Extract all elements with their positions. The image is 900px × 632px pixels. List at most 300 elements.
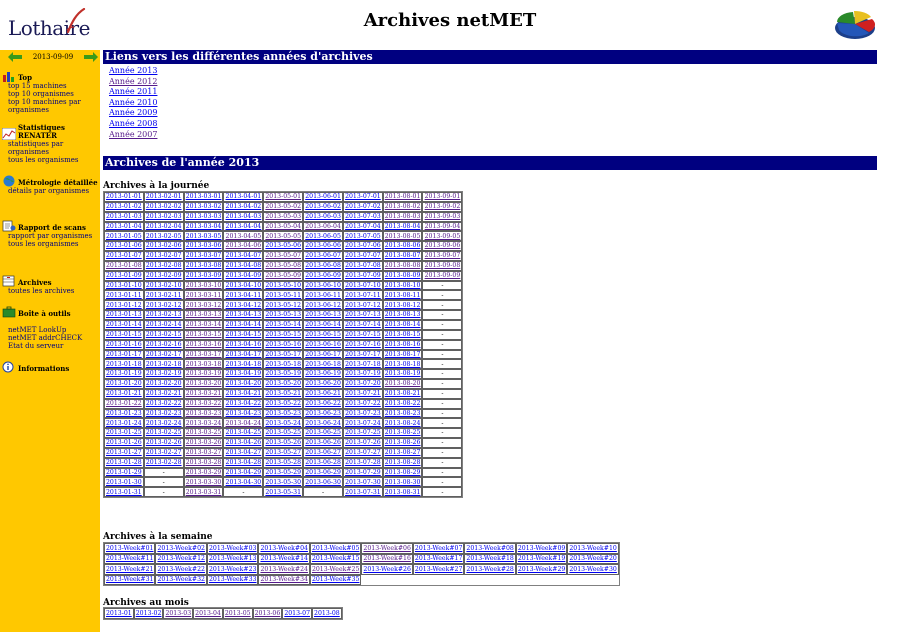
archive-link[interactable]: 2013-08-16 <box>384 340 421 348</box>
archive-link[interactable]: 2013-03-08 <box>185 262 222 270</box>
archive-link[interactable]: 2013-Week#30 <box>569 565 617 573</box>
archive-link[interactable]: 2013-06-21 <box>305 390 341 398</box>
archive-link[interactable]: 2013-04-14 <box>225 321 262 329</box>
archive-link[interactable]: 2013-05-23 <box>265 409 302 417</box>
archive-link[interactable]: 2013-01-09 <box>106 271 142 279</box>
archive-link[interactable]: 2013-09-02 <box>424 203 461 211</box>
archive-link[interactable]: 2013-03-29 <box>185 468 222 476</box>
archive-link[interactable]: 2013-06-12 <box>305 301 341 309</box>
archive-link[interactable]: 2013-03-17 <box>185 350 222 358</box>
archive-link[interactable]: 2013-Week#13 <box>208 555 257 563</box>
sidebar-link-tous-les-organismes[interactable]: tous les organismes <box>8 156 79 164</box>
archive-link[interactable]: 2013-02-11 <box>145 291 182 299</box>
archive-link[interactable]: 2013-04-27 <box>225 449 262 457</box>
year-link[interactable]: Année 2011 <box>109 87 158 97</box>
archive-link[interactable]: 2013-08-11 <box>384 291 421 299</box>
archive-link[interactable]: 2013-Week#05 <box>311 544 360 552</box>
archive-link[interactable]: 2013-07-02 <box>345 203 381 211</box>
archive-link[interactable]: 2013-08-01 <box>384 193 421 201</box>
archive-link[interactable]: 2013-06-06 <box>305 242 341 250</box>
archive-link[interactable]: 2013-02-05 <box>145 232 182 240</box>
archive-link[interactable]: 2013-06-05 <box>305 232 341 240</box>
archive-link[interactable]: 2013-05-20 <box>265 380 302 388</box>
sidebar-link-etat-du-serveur[interactable]: Etat du serveur <box>8 342 64 350</box>
archive-link[interactable]: 2013-Week#33 <box>208 576 257 584</box>
archive-link[interactable]: 2013-05-26 <box>265 439 302 447</box>
archive-link[interactable]: 2013-01-18 <box>106 360 142 368</box>
archive-link[interactable]: 2013-05-22 <box>265 399 302 407</box>
archive-link[interactable]: 2013-01-02 <box>106 203 142 211</box>
archive-link[interactable]: 2013-06-22 <box>305 399 341 407</box>
archive-link[interactable]: 2013-08-08 <box>384 262 421 270</box>
archive-link[interactable]: 2013-02-02 <box>145 203 182 211</box>
archive-link[interactable]: 2013-02-06 <box>145 242 182 250</box>
archive-link[interactable]: 2013-04-25 <box>225 429 262 437</box>
archive-link[interactable]: 2013-03-21 <box>185 390 222 398</box>
archive-link[interactable]: 2013-07-30 <box>345 478 381 486</box>
archive-link[interactable]: 2013-08-29 <box>384 468 421 476</box>
archive-link[interactable]: 2013-02-22 <box>145 399 182 407</box>
archive-link[interactable]: 2013-09-01 <box>424 193 461 201</box>
sidebar-link-top-10-organismes[interactable]: top 10 organismes <box>8 90 74 98</box>
archive-link[interactable]: 2013-08-04 <box>384 222 421 230</box>
archive-link[interactable]: 2013-06-15 <box>305 331 341 339</box>
archive-link[interactable]: 2013-Week#15 <box>311 555 360 563</box>
archive-link[interactable]: 2013-08-03 <box>384 212 421 220</box>
archive-link[interactable]: 2013-05-29 <box>265 468 302 476</box>
archive-link[interactable]: 2013-07-20 <box>345 380 381 388</box>
archive-link[interactable]: 2013-03-12 <box>185 301 222 309</box>
archive-link[interactable]: 2013-08 <box>314 609 340 617</box>
archive-link[interactable]: 2013-08-05 <box>384 232 421 240</box>
year-link[interactable]: Année 2010 <box>109 97 158 107</box>
archive-link[interactable]: 2013-05-14 <box>265 321 302 329</box>
archive-link[interactable]: 2013-Week#35 <box>311 576 360 584</box>
archive-link[interactable]: 2013-01-15 <box>106 331 142 339</box>
archive-link[interactable]: 2013-Week#20 <box>569 555 617 563</box>
year-link[interactable]: Année 2007 <box>109 129 158 139</box>
archive-link[interactable]: 2013-02-24 <box>145 419 182 427</box>
archive-link[interactable]: 2013-09-09 <box>424 271 461 279</box>
archive-link[interactable]: 2013-06-28 <box>305 459 341 466</box>
archive-link[interactable]: 2013-06-14 <box>305 321 341 329</box>
archive-link[interactable]: 2013-07-03 <box>345 212 381 220</box>
archive-link[interactable]: 2013-Week#11 <box>106 555 154 563</box>
archive-link[interactable]: 2013-07-10 <box>345 281 381 289</box>
archive-link[interactable]: 2013-07-26 <box>345 439 381 447</box>
archive-link[interactable]: 2013-04-05 <box>225 232 262 240</box>
archive-link[interactable]: 2013-01-20 <box>106 380 142 388</box>
archive-link[interactable]: 2013-04-12 <box>225 301 262 309</box>
archive-link[interactable]: 2013-01-27 <box>106 449 142 457</box>
archive-link[interactable]: 2013-08-20 <box>384 380 421 388</box>
archive-link[interactable]: 2013-02-09 <box>145 271 182 279</box>
archive-link[interactable]: 2013-04-23 <box>225 409 262 417</box>
archive-link[interactable]: 2013-03-30 <box>185 478 222 486</box>
archive-link[interactable]: 2013-06-11 <box>305 291 341 299</box>
sidebar-link-statistiques-par-organismes[interactable]: statistiques par organismes <box>8 140 64 156</box>
archive-link[interactable]: 2013-02-21 <box>145 390 182 398</box>
archive-link[interactable]: 2013-07-23 <box>345 409 381 417</box>
archive-link[interactable]: 2013-04-01 <box>225 193 262 201</box>
archive-link[interactable]: 2013-06-19 <box>305 370 341 378</box>
archive-link[interactable]: 2013-06-10 <box>305 281 341 289</box>
archive-link[interactable]: 2013-03-11 <box>185 291 222 299</box>
year-link[interactable]: Année 2013 <box>109 66 158 75</box>
archive-link[interactable]: 2013-06-01 <box>305 193 341 201</box>
archive-link[interactable]: 2013-05-13 <box>265 311 302 319</box>
archive-link[interactable]: 2013-08-23 <box>384 409 421 417</box>
archive-link[interactable]: 2013-03-23 <box>185 409 222 417</box>
archive-link[interactable]: 2013-07-29 <box>345 468 381 476</box>
archive-link[interactable]: 2013-03-13 <box>185 311 222 319</box>
archive-link[interactable]: 2013-01-07 <box>106 252 142 260</box>
archive-link[interactable]: 2013-05-10 <box>265 281 302 289</box>
archive-link[interactable]: 2013-03-01 <box>185 193 222 201</box>
archive-link[interactable]: 2013-05-17 <box>265 350 302 358</box>
archive-link[interactable]: 2013-07-21 <box>345 390 381 398</box>
archive-link[interactable]: 2013-07-08 <box>345 262 381 270</box>
archive-link[interactable]: 2013-07-22 <box>345 399 381 407</box>
archive-link[interactable]: 2013-07-27 <box>345 449 381 457</box>
archive-link[interactable]: 2013-04-17 <box>225 350 262 358</box>
archive-link[interactable]: 2013-01-28 <box>106 459 142 466</box>
archive-link[interactable]: 2013-02-03 <box>145 212 182 220</box>
archive-link[interactable]: 2013-05-05 <box>265 232 302 240</box>
sidebar-section-informations[interactable] <box>2 361 98 373</box>
archive-link[interactable]: 2013-01-10 <box>106 281 142 289</box>
archive-link[interactable]: 2013-02-10 <box>145 281 182 289</box>
archive-link[interactable]: 2013-04-26 <box>225 439 262 447</box>
year-link[interactable]: Année 2009 <box>109 108 158 118</box>
archive-link[interactable]: 2013-Week#19 <box>517 555 566 563</box>
archive-link[interactable]: 2013-05-15 <box>265 331 302 339</box>
archive-link[interactable]: 2013-07-04 <box>345 222 381 230</box>
archive-link[interactable]: 2013-08-21 <box>384 390 421 398</box>
archive-link[interactable]: 2013-02-01 <box>145 193 182 201</box>
archive-link[interactable]: 2013-03-26 <box>185 439 222 447</box>
archive-link[interactable]: 2013-08-15 <box>384 331 421 339</box>
archive-link[interactable]: 2013-07-12 <box>345 301 381 309</box>
archive-link[interactable]: 2013-05-04 <box>265 222 302 230</box>
archive-link[interactable]: 2013-07-01 <box>345 193 381 201</box>
archive-link[interactable]: 2013-06-29 <box>305 468 341 476</box>
archive-link[interactable]: 2013-06-02 <box>305 203 341 211</box>
archive-link[interactable]: 2013-02-17 <box>145 350 182 358</box>
archive-link[interactable]: 2013-02-14 <box>145 321 182 329</box>
archive-link[interactable]: 2013-06-07 <box>305 252 341 260</box>
archive-link[interactable]: 2013-06-26 <box>305 439 341 447</box>
archive-link[interactable]: 2013-01-03 <box>106 212 142 220</box>
archive-link[interactable]: 2013-Week#23 <box>208 565 257 573</box>
archive-link[interactable]: 2013-Week#01 <box>106 544 154 552</box>
archive-link[interactable]: 2013-04-13 <box>225 311 262 319</box>
archive-link[interactable]: 2013-06-09 <box>305 271 341 279</box>
archive-link[interactable]: 2013-07-13 <box>345 311 381 319</box>
archive-link[interactable]: 2013-01-05 <box>106 232 142 240</box>
archive-link[interactable]: 2013-06-17 <box>305 350 341 358</box>
archive-link[interactable]: 2013-03-22 <box>185 399 222 407</box>
archive-link[interactable]: 2013-02-18 <box>145 360 182 368</box>
archive-link[interactable]: 2013-07-25 <box>345 429 381 437</box>
archive-link[interactable]: 2013-04-18 <box>225 360 262 368</box>
archive-link[interactable]: 2013-08-06 <box>384 242 421 250</box>
archive-link[interactable]: 2013-03-20 <box>185 380 222 388</box>
archive-link[interactable]: 2013-05-18 <box>265 360 302 368</box>
archive-link[interactable]: 2013-08-12 <box>384 301 421 309</box>
archive-link[interactable]: 2013-Week#27 <box>414 565 463 573</box>
archive-link[interactable]: 2013-02 <box>135 609 162 617</box>
archive-link[interactable]: 2013-03-16 <box>185 340 222 348</box>
archive-link[interactable]: 2013-Week#07 <box>414 544 463 552</box>
archive-link[interactable]: 2013-07-18 <box>345 360 381 368</box>
archive-link[interactable]: 2013-04-06 <box>225 242 262 250</box>
archive-link[interactable]: 2013-02-04 <box>145 222 182 230</box>
archive-link[interactable]: 2013-Week#10 <box>569 544 617 552</box>
archive-link[interactable]: 2013-08-18 <box>384 360 421 368</box>
archive-link[interactable]: 2013-05-31 <box>265 488 302 496</box>
archive-link[interactable]: 2013-06-13 <box>305 311 341 319</box>
archive-link[interactable]: 2013-06 <box>254 609 281 617</box>
archive-link[interactable]: 2013-06-25 <box>305 429 341 437</box>
archive-link[interactable]: 2013-Week#12 <box>157 555 205 563</box>
archive-link[interactable]: 2013-Week#24 <box>260 565 308 573</box>
archive-link[interactable]: 2013-07-05 <box>345 232 381 240</box>
archive-link[interactable]: 2013-06-27 <box>305 449 341 457</box>
archive-link[interactable]: 2013-01-22 <box>106 399 142 407</box>
archive-link[interactable]: 2013-07-15 <box>345 331 381 339</box>
archive-link[interactable]: 2013-06-23 <box>305 409 341 417</box>
archive-link[interactable]: 2013-02-07 <box>145 252 182 260</box>
archive-link[interactable]: 2013-Week#34 <box>260 576 308 584</box>
archive-link[interactable]: 2013-07-09 <box>345 271 381 279</box>
archive-link[interactable]: 2013-04-11 <box>225 291 262 299</box>
archive-link[interactable]: 2013-06-18 <box>305 360 341 368</box>
archive-link[interactable]: 2013-Week#04 <box>260 544 308 552</box>
archive-link[interactable]: 2013-02-20 <box>145 380 182 388</box>
archive-link[interactable]: 2013-07-07 <box>345 252 381 260</box>
archive-link[interactable]: 2013-04-07 <box>225 252 262 260</box>
archive-link[interactable]: 2013-03-24 <box>185 419 222 427</box>
archive-link[interactable]: 2013-04-22 <box>225 399 262 407</box>
archive-link[interactable]: 2013-06-03 <box>305 212 341 220</box>
archive-link[interactable]: 2013-09-05 <box>424 232 461 240</box>
archive-link[interactable]: 2013-02-25 <box>145 429 182 437</box>
archive-link[interactable]: 2013-08-07 <box>384 252 421 260</box>
previous-day-arrow-icon[interactable] <box>8 52 22 62</box>
archive-link[interactable]: 2013-04-21 <box>225 390 262 398</box>
archive-link[interactable]: 2013-07-14 <box>345 321 381 329</box>
archive-link[interactable]: 2013-01-01 <box>106 193 142 201</box>
archive-link[interactable]: 2013-02-16 <box>145 340 182 348</box>
archive-link[interactable]: 2013-08-09 <box>384 271 421 279</box>
archive-link[interactable]: 2013-Week#17 <box>414 555 463 563</box>
archive-link[interactable]: 2013-03-25 <box>185 429 222 437</box>
archive-link[interactable]: 2013-05-30 <box>265 478 302 486</box>
archive-link[interactable]: 2013-03-31 <box>185 488 222 496</box>
archive-link[interactable]: 2013-01-12 <box>106 301 142 309</box>
archive-link[interactable]: 2013-04-10 <box>225 281 262 289</box>
archive-link[interactable]: 2013-03-07 <box>185 252 222 260</box>
sidebar-link-toutes-les-archives[interactable]: toutes les archives <box>8 287 75 295</box>
archive-link[interactable]: 2013-05-02 <box>265 203 302 211</box>
sidebar-link-tous-les-organismes-scans[interactable]: tous les organismes <box>8 240 79 248</box>
archive-link[interactable]: 2013-09-07 <box>424 252 461 260</box>
archive-link[interactable]: 2013-05-19 <box>265 370 302 378</box>
archive-link[interactable]: 2013-07-06 <box>345 242 381 250</box>
archive-link[interactable]: 2013-05-16 <box>265 340 302 348</box>
archive-link[interactable]: 2013-01-14 <box>106 321 142 329</box>
archive-link[interactable]: 2013-05-07 <box>265 252 302 260</box>
archive-link[interactable]: 2013-01-26 <box>106 439 142 447</box>
archive-link[interactable]: 2013-09-04 <box>424 222 461 230</box>
archive-link[interactable]: 2013-04-08 <box>225 262 262 270</box>
archive-link[interactable]: 2013-06-24 <box>305 419 341 427</box>
sidebar-link-netmet-lookup[interactable]: netMET LookUp <box>8 326 67 334</box>
archive-link[interactable]: 2013-05-21 <box>265 390 302 398</box>
archive-link[interactable]: 2013-08-14 <box>384 321 421 329</box>
archive-link[interactable]: 2013-01-24 <box>106 419 142 427</box>
archive-link[interactable]: 2013-Week#08 <box>466 544 514 552</box>
archive-link[interactable]: 2013-04-24 <box>225 419 262 427</box>
archive-link[interactable]: 2013-03-19 <box>185 370 222 378</box>
archive-link[interactable]: 2013-02-19 <box>145 370 182 378</box>
archive-link[interactable]: 2013-06-16 <box>305 340 341 348</box>
archive-link[interactable]: 2013-Week#14 <box>260 555 308 563</box>
archive-link[interactable]: 2013-04-28 <box>225 459 262 466</box>
archive-link[interactable]: 2013-02-27 <box>145 449 182 457</box>
archive-link[interactable]: 2013-03-09 <box>185 271 222 279</box>
archive-link[interactable]: 2013-07-31 <box>345 488 381 496</box>
archive-link[interactable]: 2013-05 <box>224 609 251 617</box>
archive-link[interactable]: 2013-08-30 <box>384 478 421 486</box>
sidebar-link-details-par-organismes[interactable]: détails par organismes <box>8 187 90 195</box>
archive-link[interactable]: 2013-04-15 <box>225 331 262 339</box>
archive-link[interactable]: 2013-03-05 <box>185 232 222 240</box>
archive-link[interactable]: 2013-08-27 <box>384 449 421 457</box>
archive-link[interactable]: 2013-07 <box>284 609 311 617</box>
archive-link[interactable]: 2013-01-13 <box>106 311 142 319</box>
archive-link[interactable]: 2013-Week#03 <box>208 544 257 552</box>
archive-link[interactable]: 2013-07-16 <box>345 340 381 348</box>
archive-link[interactable]: 2013-Week#09 <box>517 544 566 552</box>
archive-link[interactable]: 2013-Week#26 <box>363 565 411 573</box>
archive-link[interactable]: 2013-08-25 <box>384 429 421 437</box>
sidebar-link-top-10-machines-par-organismes[interactable]: top 10 machines par organismes <box>8 98 81 114</box>
archive-link[interactable]: 2013-07-28 <box>345 459 381 466</box>
archive-link[interactable]: 2013-04-03 <box>225 212 262 220</box>
archive-link[interactable]: 2013-01-17 <box>106 350 142 358</box>
archive-link[interactable]: 2013-Week#02 <box>157 544 205 552</box>
archive-link[interactable]: 2013-02-13 <box>145 311 182 319</box>
archive-link[interactable]: 2013-Week#31 <box>106 576 154 584</box>
archive-link[interactable]: 2013-07-17 <box>345 350 381 358</box>
archive-link[interactable]: 2013-05-27 <box>265 449 302 457</box>
archive-link[interactable]: 2013-07-11 <box>345 291 381 299</box>
next-day-arrow-icon[interactable] <box>84 52 98 62</box>
archive-link[interactable]: 2013-08-24 <box>384 419 421 427</box>
archive-link[interactable]: 2013-01-21 <box>106 390 142 398</box>
archive-link[interactable]: 2013-04-02 <box>225 203 262 211</box>
archive-link[interactable]: 2013-03-06 <box>185 242 222 250</box>
archive-link[interactable]: 2013-03-10 <box>185 281 222 289</box>
sidebar-link-netmet-addrcheck[interactable]: netMET addrCHECK <box>8 334 83 342</box>
archive-link[interactable]: 2013-05-28 <box>265 459 302 466</box>
archive-link[interactable]: 2013-01 <box>106 609 132 617</box>
archive-link[interactable]: 2013-03-04 <box>185 222 222 230</box>
archive-link[interactable]: 2013-09-06 <box>424 242 461 250</box>
archive-link[interactable]: 2013-Week#28 <box>466 565 514 573</box>
archive-link[interactable]: 2013-04 <box>195 609 221 617</box>
archive-link[interactable]: 2013-04-30 <box>225 478 262 486</box>
year-link[interactable]: Année 2012 <box>109 76 158 86</box>
archive-link[interactable]: 2013-03 <box>165 609 192 617</box>
archive-link[interactable]: 2013-07-19 <box>345 370 381 378</box>
archive-link[interactable]: 2013-08-28 <box>384 459 421 466</box>
archive-link[interactable]: 2013-01-19 <box>106 370 142 378</box>
archive-link[interactable]: 2013-06-08 <box>305 262 341 270</box>
archive-link[interactable]: 2013-03-03 <box>185 212 222 220</box>
archive-link[interactable]: 2013-01-25 <box>106 429 142 437</box>
archive-link[interactable]: 2013-02-23 <box>145 409 182 417</box>
archive-link[interactable]: 2013-05-24 <box>265 419 302 427</box>
archive-link[interactable]: 2013-05-09 <box>265 271 302 279</box>
archive-link[interactable]: 2013-01-23 <box>106 409 142 417</box>
archive-link[interactable]: 2013-04-29 <box>225 468 262 476</box>
archive-link[interactable]: 2013-05-12 <box>265 301 302 309</box>
archive-link[interactable]: 2013-04-20 <box>225 380 262 388</box>
archive-link[interactable]: 2013-06-20 <box>305 380 341 388</box>
archive-link[interactable]: 2013-03-15 <box>185 331 222 339</box>
archive-link[interactable]: 2013-08-13 <box>384 311 421 319</box>
archive-link[interactable]: 2013-02-15 <box>145 331 182 339</box>
archive-link[interactable]: 2013-02-26 <box>145 439 182 447</box>
archive-link[interactable]: 2013-04-16 <box>225 340 262 348</box>
archive-link[interactable]: 2013-05-11 <box>265 291 302 299</box>
archive-link[interactable]: 2013-04-09 <box>225 271 262 279</box>
archive-link[interactable]: 2013-Week#06 <box>363 544 411 552</box>
archive-link[interactable]: 2013-07-24 <box>345 419 381 427</box>
year-link[interactable]: Année 2008 <box>109 118 158 128</box>
archive-link[interactable]: 2013-01-31 <box>106 488 142 496</box>
archive-link[interactable]: 2013-08-19 <box>384 370 421 378</box>
archive-link[interactable]: 2013-06-04 <box>305 222 341 230</box>
archive-link[interactable]: 2013-05-25 <box>265 429 302 437</box>
archive-link[interactable]: 2013-03-02 <box>185 203 222 211</box>
archive-link[interactable]: 2013-Week#18 <box>466 555 514 563</box>
archive-link[interactable]: 2013-02-28 <box>145 459 182 466</box>
archive-link[interactable]: 2013-08-31 <box>384 488 421 496</box>
archive-link[interactable]: 2013-01-08 <box>106 262 142 270</box>
archive-link[interactable]: 2013-05-08 <box>265 262 302 270</box>
archive-link[interactable]: 2013-01-30 <box>106 478 142 486</box>
archive-link[interactable]: 2013-Week#29 <box>517 565 566 573</box>
archive-link[interactable]: 2013-08-02 <box>384 203 421 211</box>
archive-link[interactable]: 2013-Week#32 <box>157 576 205 584</box>
archive-link[interactable]: 2013-05-01 <box>265 193 302 201</box>
archive-link[interactable]: 2013-03-27 <box>185 449 222 457</box>
sidebar-link-rapport-par-organismes[interactable]: rapport par organismes <box>8 232 93 240</box>
archive-link[interactable]: 2013-Week#16 <box>363 555 411 563</box>
archive-link[interactable]: 2013-02-12 <box>145 301 182 309</box>
archive-link[interactable]: 2013-08-10 <box>384 281 421 289</box>
archive-link[interactable]: 2013-02-08 <box>145 262 182 270</box>
archive-link[interactable]: 2013-04-04 <box>225 222 262 230</box>
archive-link[interactable]: 2013-03-28 <box>185 459 222 466</box>
archive-link[interactable]: 2013-Week#21 <box>106 565 154 573</box>
archive-link[interactable]: 2013-01-04 <box>106 222 142 230</box>
archive-link[interactable]: 2013-08-22 <box>384 399 421 407</box>
